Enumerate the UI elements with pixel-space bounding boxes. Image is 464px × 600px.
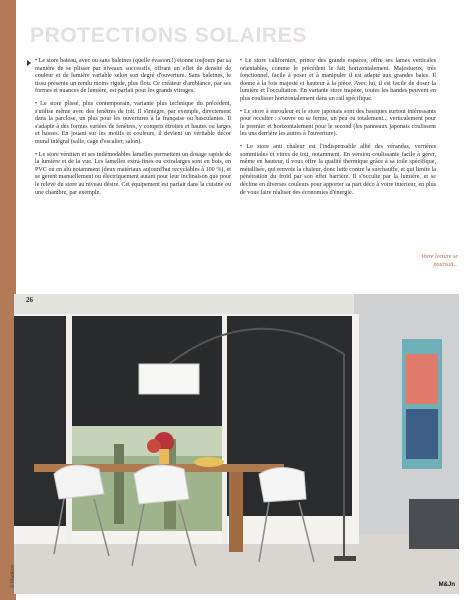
paragraph: • Le store anti chaleur est l'indispensable allié des vérandas, verrières sommitales et vitres de toit, notamment. En version coulissante facile à gérer, même en hauteur, il vous offre la qualité thermique grâce à sa toile spécifique, métallisée, qui renvoie la chaleur, donc lutte contre la surchauffe, et qui limite la pénétration du froid par son effet barrière. Il s'occulte par la lumière, et se décline en diverses couleurs pour apporter sa part déco à votre intérieur, en plus de vous faire réaliser des économies d'énergie.	[240, 143, 436, 196]
paragraph: • Le store à enrouleur et le store japonais sont des basiques surtout intéressants pour occulter : s'ouvre ou se ferme, un peu ou totalement... verticalement pour le premier et horizontalement pour le second (les panneaux japonais coulissent les uns derrière les autres à l'ouverture).	[240, 108, 436, 138]
paragraph: • Le store plissé, plus contemporain, variante plus technique du précédent, s'utilise même avec des fenêtres de toit. Il s'intègre, par exemple, directement dans la parclose, un plus pour les ouvertures à la française ou basculantes. Il s'adapte à des formes variées de fenêtres, y compris étroites et hautes ou larges et basses. En jouant sur les motifs et couleurs, il devient un véritable décor mural intégral (salle, cage d'escalier, salon).	[35, 100, 231, 145]
continue-reading-caption: Votre lecture se poursuit...	[421, 254, 458, 268]
dining-room-illustration	[14, 294, 459, 594]
paragraph: • Le store californien, prince des grands espaces, offre ses lames verticales orientables, comme le précédent le fait horizontalement. Majestueux, très fonctionnel, facile à poser et à manipuler il est adapté aux grandes baies. Il donne à la fois majesté et hauteur à la pièce. Avec lui, il est facile de doser la lumière et l'occultation. En variante store trapèze, toutes les bandes peuvent en plus coulisser horizontalement dans un rail spécifique.	[240, 58, 436, 102]
page-number: 26	[26, 296, 33, 304]
text-column-right	[240, 58, 436, 202]
paragraph: • Le store vénitien et ses indémodables lamelles permettent un dosage rapide de la lumière et de la vue. Les lamelles extra-fines ou extralarges sont en bois, en PVC ou en alu notamment (deux matériaux aujourd'hui recyclables à 100 %), et se gèrent manuellement ou électriquement autant pour leur inclinaison que pour le relevé du store au niveau désiré. Cet équipement est parfait dans la cuisine ou une chambre, par exemple.	[35, 151, 231, 196]
paragraph: • Le store bateau, avec ou sans baleines (quelle évasion !) étonne toujours par sa manière de se plisser par niveaux successifs, offrant un effet de densité de couleur et de lumière variable selon son degré d'ouverture. Sans baleines, le tissu présente un rendu moins rigide, plus flou. Ce créateur d'ambiance, par ses formes et nuances de lumière, est parfait pour les grands vitrages.	[35, 58, 231, 95]
text-column-left	[35, 58, 231, 202]
page-title: PROTECTIONS SOLAIRES	[30, 24, 307, 47]
interior-photo	[10, 294, 459, 594]
photo-credit: © Madeco	[10, 565, 16, 588]
magazine-logo: M&Jn	[438, 582, 455, 588]
section-arrow-icon	[27, 60, 31, 66]
